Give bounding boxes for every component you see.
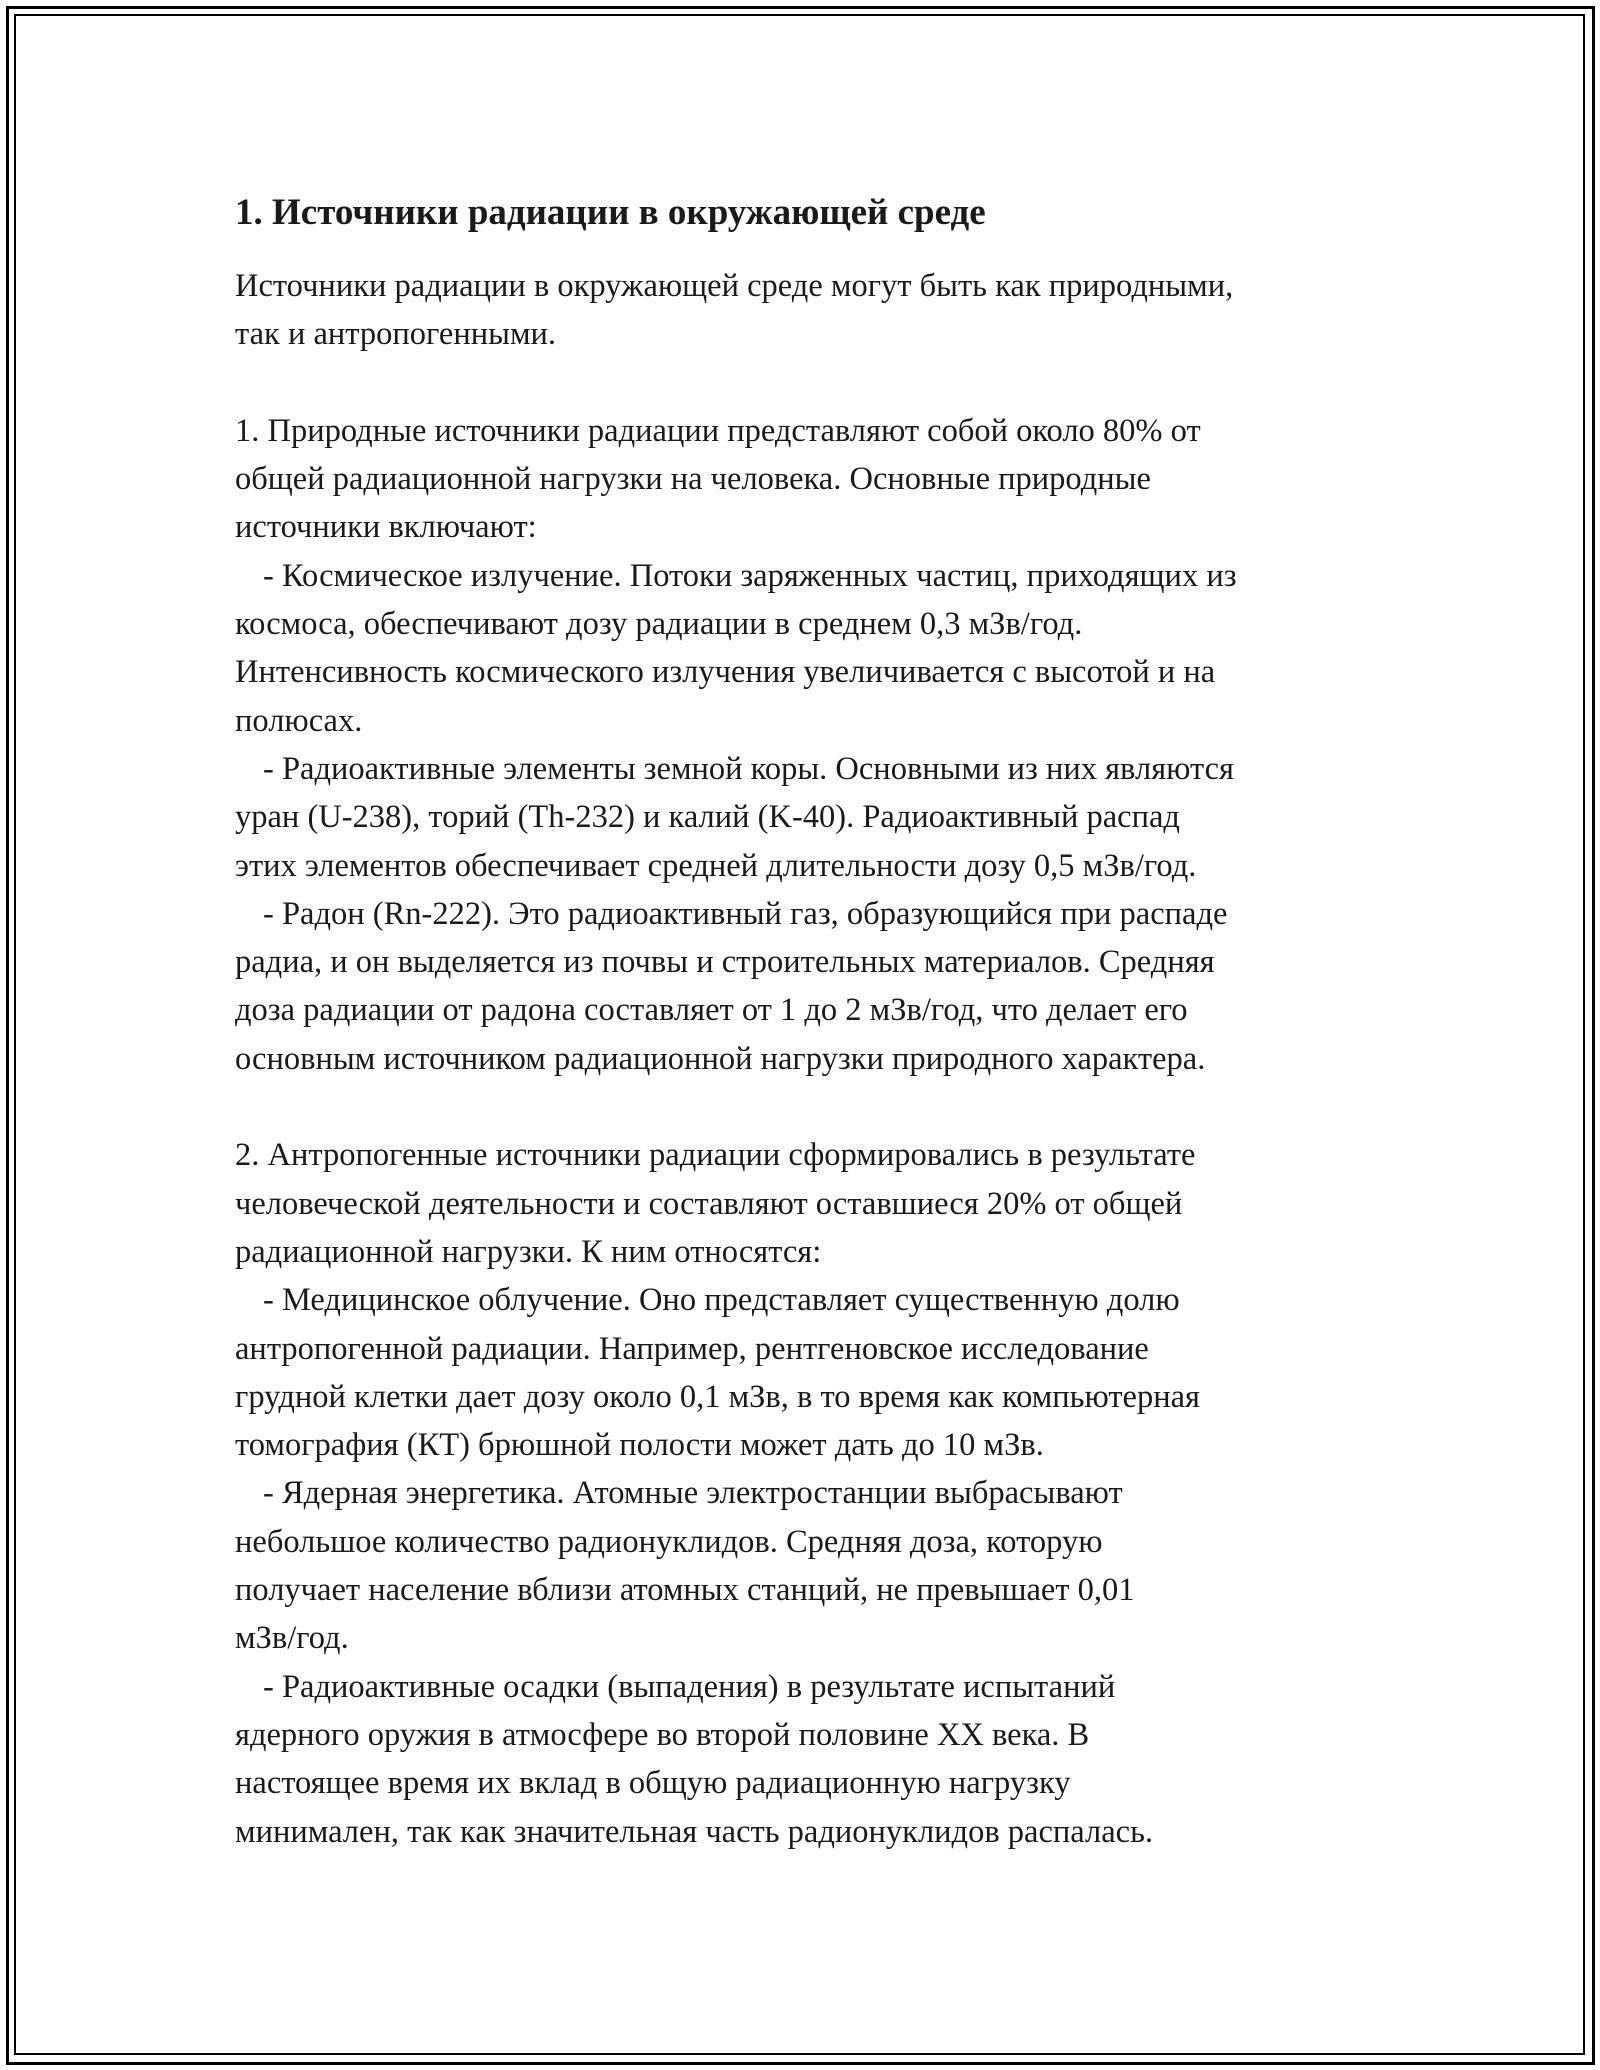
text-line: томография (КТ) брюшной полости может дать до 10 мЗв. (235, 1427, 1044, 1464)
list-item (235, 1469, 1385, 1662)
text-line: этих элементов обеспечивает средней длительности дозу 0,5 мЗв/год. (235, 847, 1197, 884)
text-line: 2. Антропогенные источники радиации сформировались в результате (235, 1137, 1196, 1174)
text-line: общей радиационной нагрузки на человека. Основные природные (235, 461, 1151, 498)
text-line: космоса, обеспечивают дозу радиации в среднем 0,3 мЗв/год. (235, 606, 1083, 643)
text-line: - Космическое излучение. Потоки заряженных частиц, приходящих из (263, 557, 1237, 594)
natural-sources-section (235, 407, 1385, 1083)
text-line: небольшое количество радионуклидов. Средняя доза, которую (235, 1523, 1103, 1560)
blank-line (235, 1083, 1385, 1131)
text-line: 1. Природные источники радиации представляют собой около 80% от (235, 412, 1201, 449)
text-line: доза радиации от радона составляет от 1 до 2 мЗв/год, что делает его (235, 992, 1188, 1029)
text-line: - Радиоактивные осадки (выпадения) в результате испытаний (263, 1668, 1116, 1705)
list-item (235, 745, 1385, 890)
text-line: радиационной нагрузки. К ним относятся: (235, 1233, 822, 1270)
text-line: полюсах. (235, 702, 363, 739)
anthropogenic-sources-section (235, 1131, 1385, 1855)
blank-line (235, 359, 1385, 407)
text-line: - Ядерная энергетика. Атомные электростанции выбрасывают (263, 1475, 1123, 1512)
list-item (235, 1276, 1385, 1469)
intro-paragraph (235, 262, 1385, 359)
text-line: настоящее время их вклад в общую радиационную нагрузку (235, 1765, 1071, 1802)
text-line: радиа, и он выделяется из почвы и строительных материалов. Средняя (235, 944, 1215, 981)
text-line: основным источником радиационной нагрузки природного характера. (235, 1040, 1206, 1077)
text-line: антропогенной радиации. Например, рентгеновское исследование (235, 1330, 1149, 1367)
list-item (235, 890, 1385, 1083)
document-body (235, 262, 1385, 1856)
text-line: минимален, так как значительная часть радионуклидов распалась. (235, 1813, 1154, 1850)
text-line: человеческой деятельности и составляют оставшиеся 20% от общей (235, 1185, 1183, 1222)
text-line: грудной клетки дает дозу около 0,1 мЗв, в то время как компьютерная (235, 1378, 1200, 1415)
text-line: источники включают: (235, 509, 537, 546)
document-page (235, 186, 1385, 1856)
text-line: - Радон (Rn-222). Это радиоактивный газ, образующийся при распаде (263, 895, 1228, 932)
section-heading: 1. Источники радиации в окружающей среде (235, 192, 986, 233)
text-line: Источники радиации в окружающей среде могут быть как природными, (235, 268, 1234, 304)
text-line: Интенсивность космического излучения увеличивается с высотой и на (235, 654, 1216, 691)
text-line: - Медицинское облучение. Оно представляет существенную долю (263, 1282, 1180, 1319)
text-line: ядерного оружия в атмосфере во второй половине XX века. В (235, 1716, 1090, 1753)
text-line: так и антропогенными. (235, 316, 557, 353)
text-line: мЗв/год. (235, 1620, 349, 1657)
text-line: получает население вблизи атомных станций, не превышает 0,01 (235, 1572, 1135, 1609)
text-line: - Радиоактивные элементы земной коры. Основными из них являются (263, 750, 1234, 787)
list-item (235, 1663, 1385, 1856)
text-line: уран (U-238), торий (Th-232) и калий (K-40). Радиоактивный распад (235, 799, 1180, 836)
list-item (235, 552, 1385, 745)
